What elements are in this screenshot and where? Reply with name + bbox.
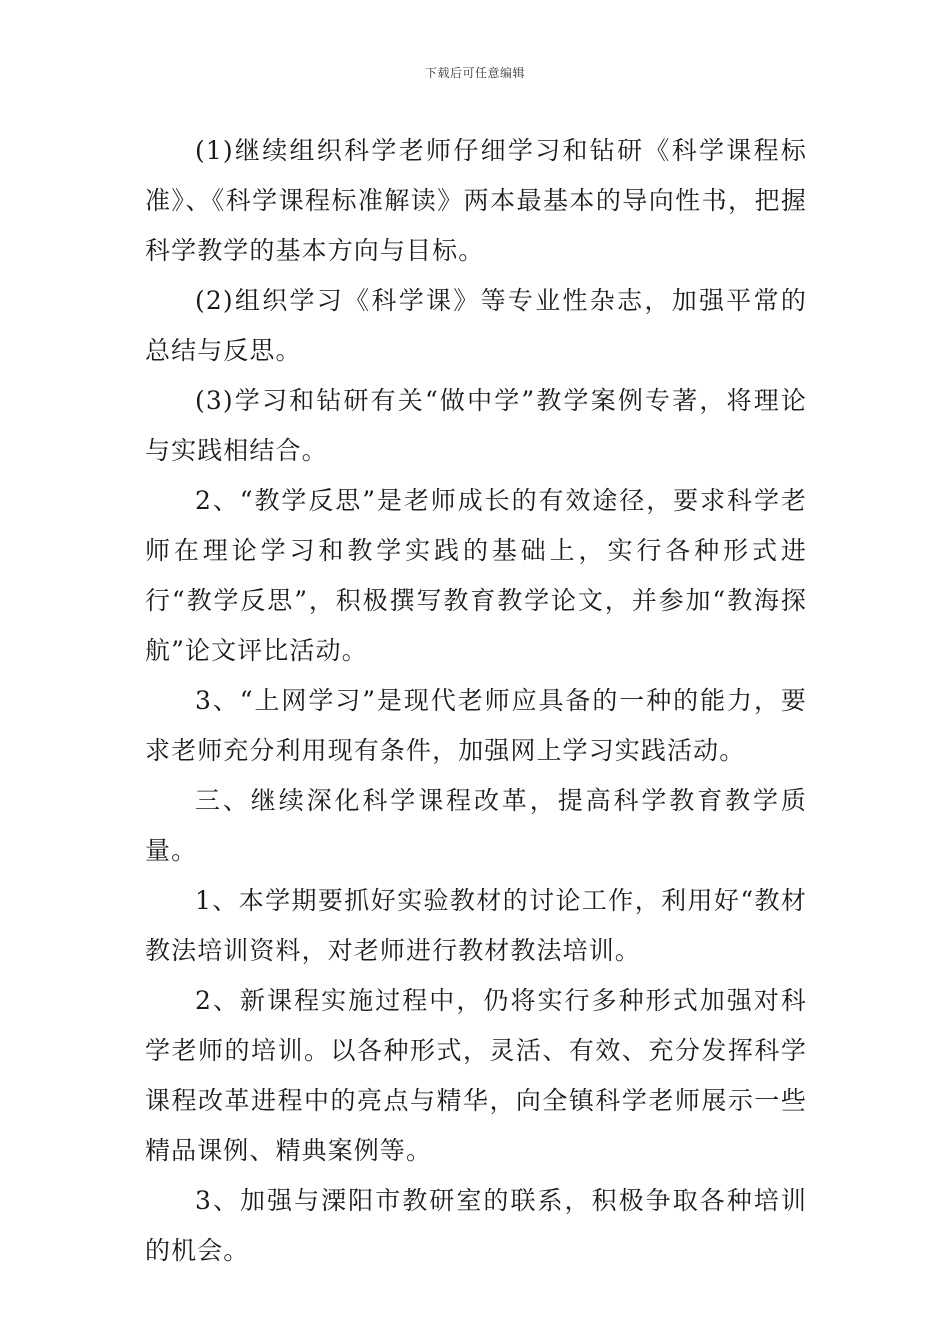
paragraph-liyang-contact: 3、加强与溧阳市教研室的联系，积极争取各种培训的机会。 (145, 1186, 807, 1265)
page-header: 下载后可任意编辑 (424, 66, 525, 80)
paragraph-study-cases: (3)学习和钻研有关“做中学”教学案例专著，将理论与实践相结合。 (145, 386, 807, 465)
document-body (145, 126, 807, 1276)
paragraph-new-curriculum-training: 2、新课程实施过程中，仍将实行多种形式加强对科学老师的培训。以各种形式，灵活、有效、充分发挥科学课程改革进程中的亮点与精华，向全镇科学老师展示一些精品课例、精典案例等。 (145, 986, 807, 1165)
section-heading-curriculum-reform: 三、继续深化科学课程改革，提高科学教育教学质量。 (145, 786, 807, 865)
paragraph-study-magazines: (2)组织学习《科学课》等专业性杂志，加强平常的总结与反思。 (145, 286, 807, 365)
paragraph-study-standards: (1)继续组织科学老师仔细学习和钻研《科学课程标准》、《科学课程标准解读》两本最基本的导向性书，把握科学教学的基本方向与目标。 (145, 136, 807, 265)
paragraph-online-learning: 3、“上网学习”是现代老师应具备的一种的能力，要求老师充分利用现有条件，加强网上学习实践活动。 (145, 686, 807, 765)
paragraph-teaching-reflection: 2、“教学反思”是老师成长的有效途径，要求科学老师在理论学习和教学实践的基础上，实行各种形式进行“教学反思”，积极撰写教育教学论文，并参加“教海探航”论文评比活动。 (145, 486, 807, 665)
paragraph-textbook-training: 1、本学期要抓好实验教材的讨论工作，利用好“教材教法培训资料，对老师进行教材教法培训。 (145, 886, 807, 965)
